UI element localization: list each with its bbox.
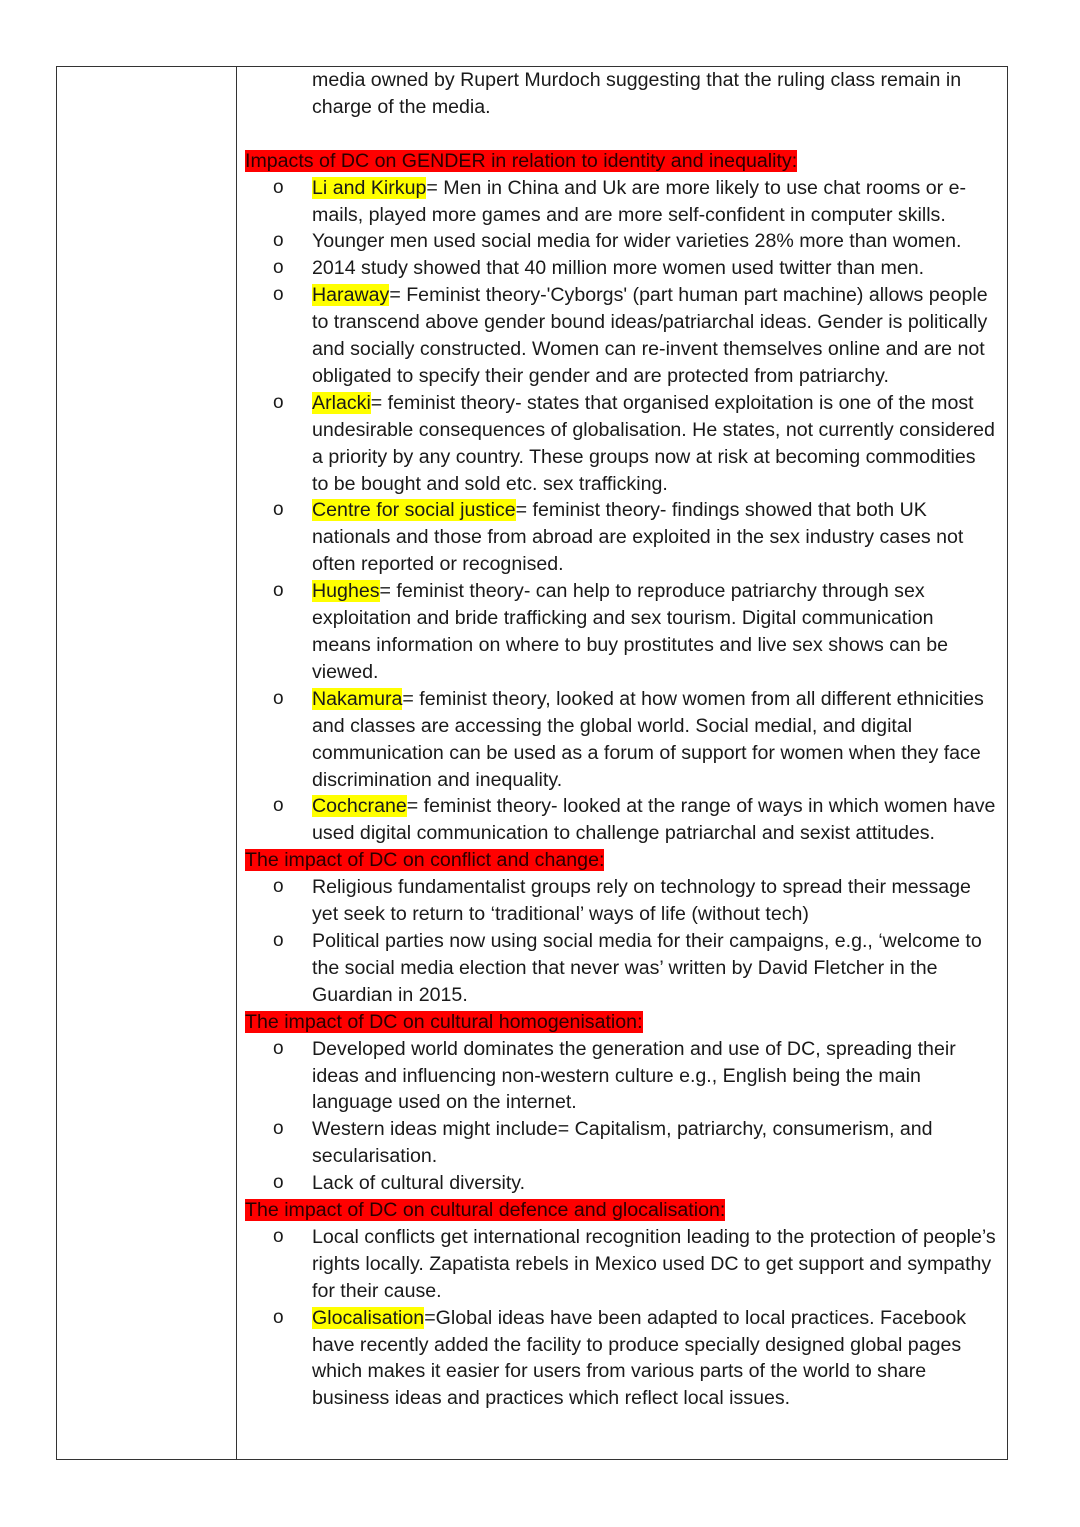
section-heading-text: The impact of DC on conflict and change:: [245, 849, 605, 872]
bullet-icon: o: [273, 257, 284, 279]
item-text: =Global ideas have been adapted to local practices. Facebook have recently added the facility to produce specially designed global pages which makes it easier for users from various parts of the world to share business ideas and practices which reflect local issues.: [312, 1306, 967, 1410]
blank-line: [245, 121, 997, 148]
highlighted-term: Glocalisation: [312, 1306, 425, 1329]
bullet-icon: o: [273, 284, 284, 306]
highlighted-term: Hughes: [312, 580, 380, 603]
bullet-icon: o: [273, 230, 284, 252]
bullet-icon: o: [273, 929, 284, 951]
section-heading-text: The impact of DC on cultural defence and glocalisation:: [245, 1199, 726, 1222]
list-item: [245, 1305, 997, 1413]
bullet-icon: o: [273, 580, 284, 602]
list-item: [245, 1116, 997, 1170]
item-text: = feminist theory- looked at the range of ways in which women have used digital communication to challenge patriarchal and sexist attitudes.: [312, 795, 996, 845]
list-item: [245, 686, 997, 794]
highlighted-term: Centre for social justice: [312, 499, 516, 522]
bullet-icon: o: [273, 176, 284, 198]
bullet-list: [245, 874, 997, 1009]
list-item: [245, 282, 997, 390]
list-item: [245, 228, 997, 255]
list-item: [245, 928, 997, 1009]
item-text: Religious fundamentalist groups rely on technology to spread their message yet seek to return to ‘traditional’ ways of life (without tech): [312, 876, 971, 926]
list-item: [245, 874, 997, 928]
list-item: [245, 793, 997, 847]
item-text: = feminist theory- can help to reproduce patriarchy through sex exploitation and bride trafficking and sex tourism. Digital communication means information on where to buy prostitutes and live sex shows can be viewed.: [312, 580, 949, 683]
item-text: = feminist theory- states that organised exploitation is one of the most undesirable consequences of globalisation. He states, not currently considered a priority by any country. These groups now at risk at becoming commodities to be bought and sold etc. sex trafficking.: [312, 391, 995, 495]
bullet-icon: o: [273, 391, 284, 413]
bullet-icon: o: [273, 1306, 284, 1328]
left-column: [57, 67, 237, 1459]
notes-content: [245, 67, 997, 1412]
item-text: Political parties now using social media for their campaigns, e.g., ‘welcome to the social media election that never was’ written by David Fletcher in the Guardian in 2015.: [312, 929, 982, 1006]
bullet-list: [245, 1036, 997, 1197]
highlighted-term: Cochcrane: [312, 795, 407, 818]
list-item: [245, 390, 997, 498]
list-item: [245, 578, 997, 686]
bullet-icon: o: [273, 1118, 284, 1140]
item-text: 2014 study showed that 40 million more women used twitter than men.: [312, 257, 925, 280]
item-text: Lack of cultural diversity.: [312, 1172, 526, 1195]
list-item: [245, 255, 997, 282]
item-text: Younger men used social media for wider varieties 28% more than women.: [312, 230, 962, 253]
list-item: [245, 175, 997, 229]
bullet-icon: o: [273, 876, 284, 898]
section-heading: [245, 847, 997, 874]
bullet-icon: o: [273, 687, 284, 709]
section-heading: [245, 1009, 997, 1036]
item-text: Developed world dominates the generation and use of DC, spreading their ideas and influencing non-western culture e.g., English being the main language used on the internet.: [312, 1037, 956, 1114]
section-heading: [245, 148, 997, 175]
sections: [245, 148, 997, 1413]
list-item: [245, 497, 997, 578]
bullet-list: [245, 175, 997, 848]
highlighted-term: Arlacki: [312, 391, 371, 414]
bullet-icon: o: [273, 499, 284, 521]
highlighted-term: Nakamura: [312, 687, 403, 710]
bullet-list: [245, 1224, 997, 1412]
section-heading-text: Impacts of DC on GENDER in relation to identity and inequality:: [245, 149, 798, 172]
section-heading-text: The impact of DC on cultural homogenisation:: [245, 1010, 643, 1033]
bullet-icon: o: [273, 1225, 284, 1247]
notes-table: [56, 66, 1008, 1460]
section-heading: [245, 1197, 997, 1224]
item-text: Local conflicts get international recognition leading to the protection of people’s rights locally. Zapatista rebels in Mexico used DC to get support and sympathy for their cause.: [312, 1225, 996, 1302]
highlighted-term: Haraway: [312, 284, 390, 307]
bullet-icon: o: [273, 1037, 284, 1059]
item-text: = feminist theory- findings showed that both UK nationals and those from abroad are exploited in the sex industry cases not often reported or recognised.: [312, 499, 964, 576]
continuation-text: media owned by Rupert Murdoch suggesting that the ruling class remain in charge of the media.: [312, 69, 962, 118]
list-item: [245, 1036, 997, 1117]
item-text: = Men in China and Uk are more likely to use chat rooms or e-mails, played more games and are more self-confident in computer skills.: [312, 176, 966, 226]
highlighted-term: Li and Kirkup: [312, 176, 427, 199]
item-text: Western ideas might include= Capitalism, patriarchy, consumerism, and secularisation.: [312, 1118, 933, 1168]
bullet-icon: o: [273, 1172, 284, 1194]
bullet-icon: o: [273, 795, 284, 817]
item-text: = feminist theory, looked at how women from all different ethnicities and classes are accessing the global world. Social medial, and digital communication can be used as a forum of support for women when they face discrimination and inequality.: [312, 687, 984, 791]
right-column: [237, 67, 1007, 1459]
list-item: [245, 1224, 997, 1305]
item-text: = Feminist theory-'Cyborgs' (part human part machine) allows people to transcend above gender bound ideas/patriarchal ideas. Gender is politically and socially constructed. Women can re-invent themselves online and are not obligated to specify their gender and are protected from patriarchy.: [312, 284, 988, 387]
list-item: [245, 1170, 997, 1197]
